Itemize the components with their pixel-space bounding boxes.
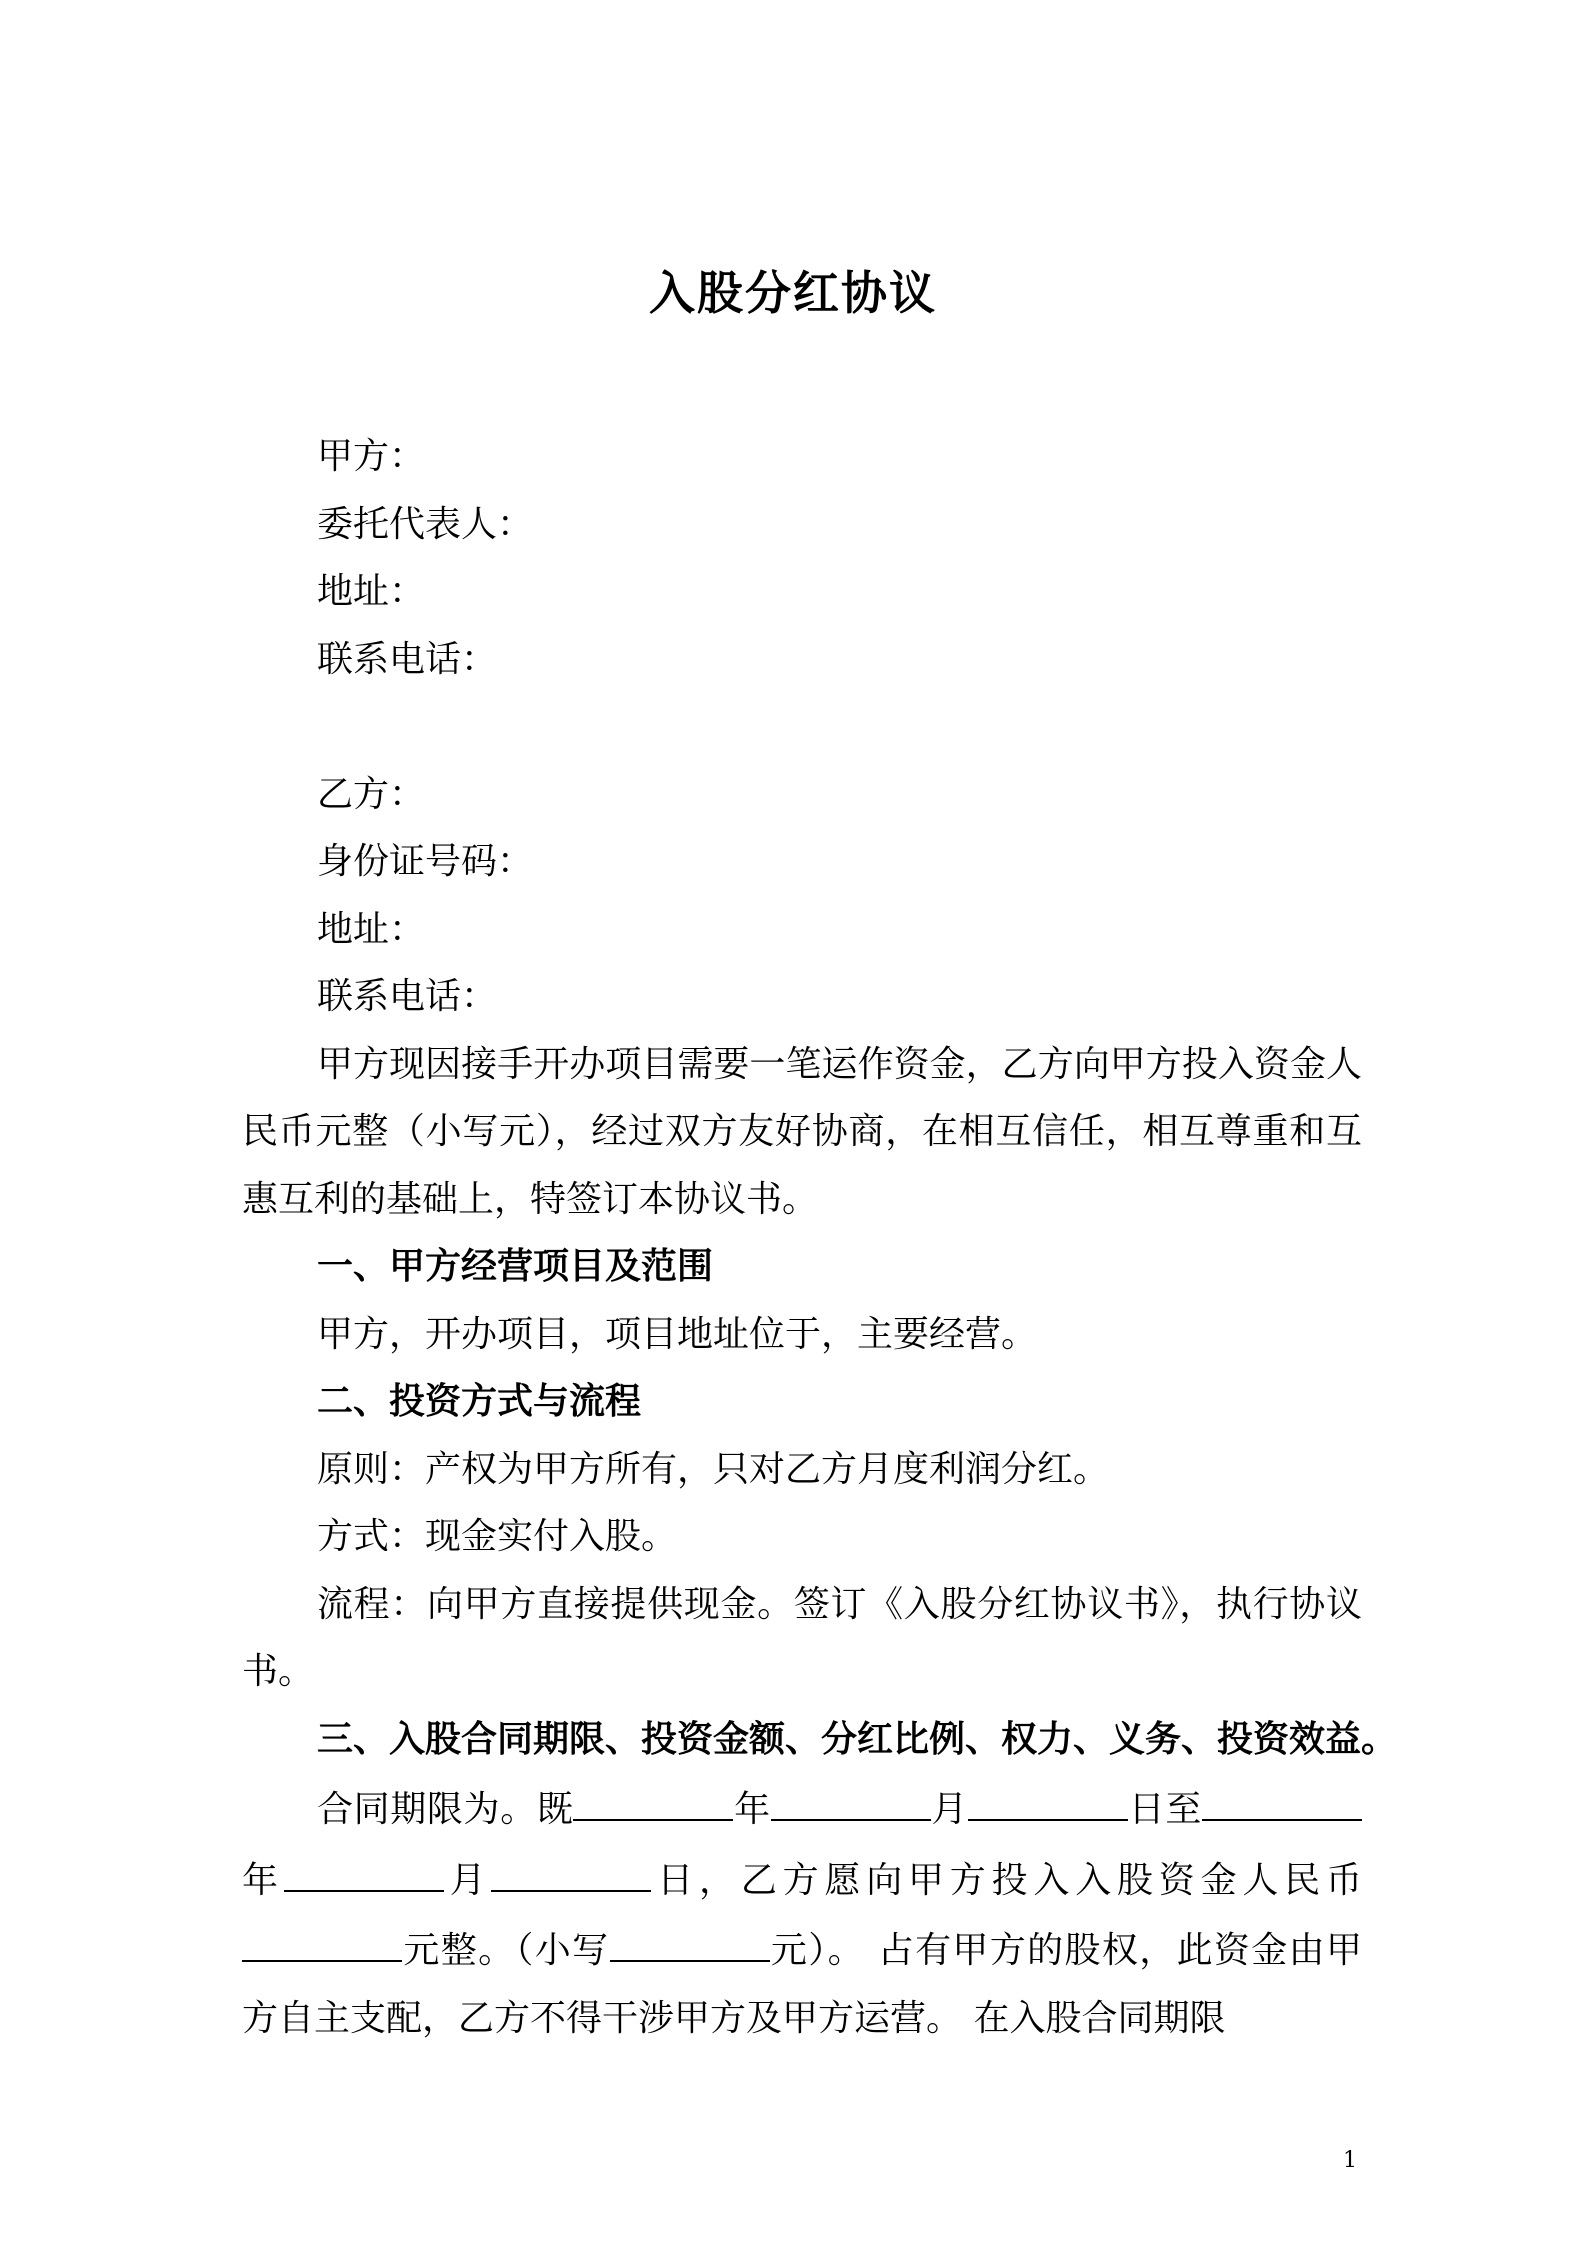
section-3-text: 月 [930,1789,969,1830]
section-3-text: 月 [443,1859,492,1901]
fill-blank-end-month[interactable] [284,1844,444,1892]
party-b-name-label: 乙方： [317,773,426,815]
fill-blank-end-year[interactable] [1202,1773,1362,1821]
section-3-text: 年 [242,1859,284,1901]
party-b-phone-label: 联系电话： [317,976,498,1017]
fill-blank-start-day[interactable] [968,1773,1128,1821]
section-1-text: 甲方，开办项目，项目地址位于，主要经营。 [317,1313,1038,1355]
document-title: 入股分红协议 [649,266,937,320]
section-3-text: 元整。（小写 [402,1930,610,1971]
section-3-text: 日至 [1128,1789,1202,1830]
document-body [242,423,1398,2052]
section-2-heading: 二、投资方式与流程 [317,1381,642,1422]
page-number: 1 [1343,2148,1357,2173]
section-3-text: 元）。 占有甲方的股权，此资金由甲方自主支配，乙方不得干涉甲方及甲方运营。 在入股合同期限 [242,1930,1362,2039]
section-2-method: 方式：现金实付入股。 [317,1516,678,1557]
section-2-process: 流程：向甲方直接提供现金。签订《入股分红协议书》，执行协议书。 [242,1583,1362,1692]
spacer [242,693,1362,761]
section-3-paragraph [242,1773,1362,2052]
intro-paragraph: 甲方现因接手开办项目需要一笔运作资金，乙方向甲方投入资金人民币元整（小写元），经过双方友好协商，在相互信任，相互尊重和互惠互利的基础上，特签订本协议书。 [242,1043,1362,1220]
party-b-address-label: 地址： [317,908,426,950]
section-1-heading: 一、甲方经营项目及范围 [317,1246,714,1287]
party-a-representative-label: 委托代表人： [317,503,534,545]
section-3-text: 年 [733,1789,771,1830]
fill-blank-amount[interactable] [242,1914,402,1962]
section-3-text: 合同期限为。既 [317,1789,574,1830]
party-a-address-label: 地址： [317,571,426,612]
fill-blank-start-year[interactable] [573,1773,733,1821]
party-a-name-label: 甲方： [317,436,426,477]
section-3-heading: 三、入股合同期限、投资金额、分红比例、权力、义务、投资效益。 [317,1718,1398,1760]
section-3-text: 日，乙方愿向甲方投入入股资金人民币 [651,1859,1362,1901]
fill-blank-amount-figures[interactable] [610,1914,770,1962]
party-b-id-label: 身份证号码： [317,841,534,882]
fill-blank-start-month[interactable] [771,1773,931,1821]
section-2-principle: 原则：产权为甲方所有，只对乙方月度利润分红。 [317,1448,1110,1490]
party-a-phone-label: 联系电话： [317,638,498,680]
fill-blank-end-day[interactable] [491,1844,651,1892]
